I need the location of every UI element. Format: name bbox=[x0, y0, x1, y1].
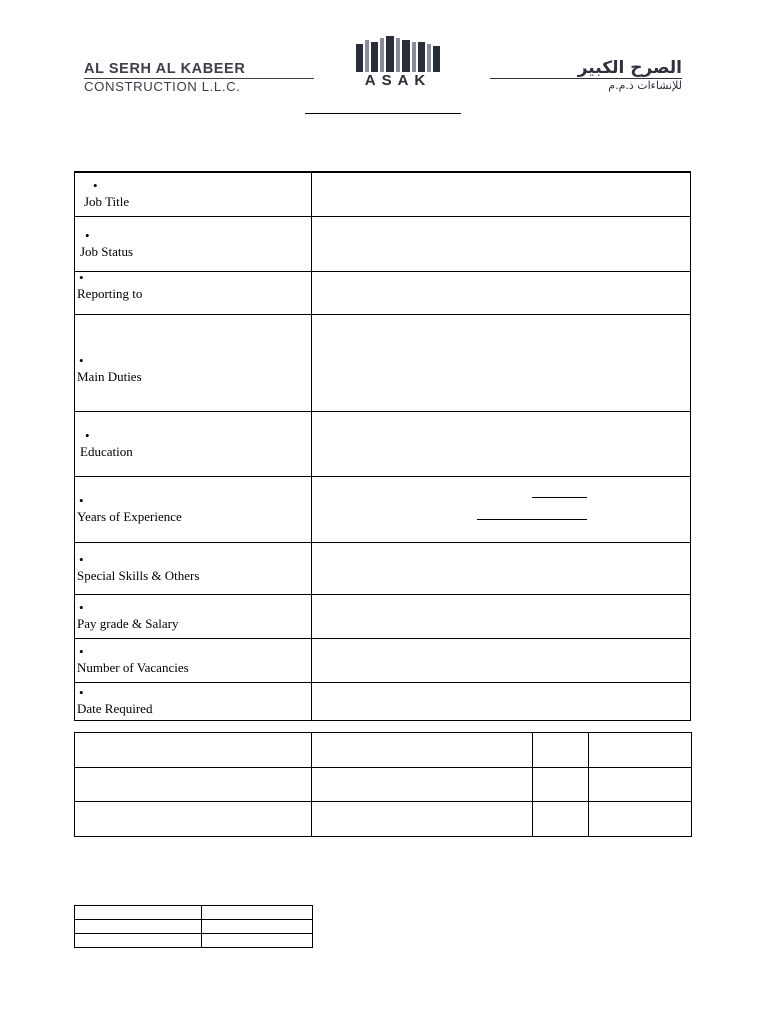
table-row bbox=[75, 476, 691, 542]
table-row bbox=[75, 411, 691, 476]
years-of-experience-label: Years of Experience bbox=[77, 509, 182, 524]
main-duties-field[interactable] bbox=[312, 314, 691, 411]
company-name-arabic bbox=[482, 58, 682, 92]
education-field[interactable] bbox=[312, 411, 691, 476]
grid-cell[interactable] bbox=[533, 733, 589, 768]
job-status-field[interactable] bbox=[312, 216, 691, 271]
grid-cell[interactable] bbox=[589, 768, 692, 802]
small-info-table bbox=[74, 905, 313, 948]
grid-cell[interactable] bbox=[202, 906, 313, 920]
years-of-experience-field[interactable] bbox=[312, 476, 691, 542]
table-row bbox=[75, 271, 691, 314]
field-label-cell: • Special Skills & Others bbox=[75, 542, 312, 594]
grid-cell[interactable] bbox=[312, 733, 533, 768]
field-label-cell: • Job Title bbox=[75, 172, 312, 216]
grid-cell[interactable] bbox=[533, 768, 589, 802]
field-label-cell: • Education bbox=[75, 411, 312, 476]
company-name-ar-line1: الصرح الكبير bbox=[577, 58, 682, 78]
table-row bbox=[75, 768, 692, 802]
experience-blank-line bbox=[532, 497, 587, 498]
field-label-cell: • Years of Experience bbox=[75, 476, 312, 542]
grid-cell[interactable] bbox=[75, 934, 202, 948]
grid-cell[interactable] bbox=[202, 934, 313, 948]
number-of-vacancies-field[interactable] bbox=[312, 638, 691, 682]
pay-grade-salary-field[interactable] bbox=[312, 594, 691, 638]
job-status-label: Job Status bbox=[80, 243, 134, 259]
table-row bbox=[75, 906, 313, 920]
special-skills-label: Special Skills & Others bbox=[77, 568, 200, 583]
table-row bbox=[75, 733, 692, 768]
table-row bbox=[75, 802, 692, 837]
table-row bbox=[75, 682, 691, 720]
field-label-cell: • Number of Vacancies bbox=[75, 638, 312, 682]
date-required-field[interactable] bbox=[312, 682, 691, 720]
experience-blank-line bbox=[477, 519, 587, 520]
field-label-cell: • Pay grade & Salary bbox=[75, 594, 312, 638]
table-row bbox=[75, 594, 691, 638]
grid-cell[interactable] bbox=[312, 768, 533, 802]
table-row bbox=[75, 638, 691, 682]
table-row bbox=[75, 314, 691, 411]
logo-text: ASAK bbox=[364, 72, 432, 89]
field-label-cell: • Date Required bbox=[75, 682, 312, 720]
grid-cell[interactable] bbox=[75, 920, 202, 934]
field-label-cell: • Main Duties bbox=[75, 314, 312, 411]
reporting-to-field[interactable] bbox=[312, 271, 691, 314]
grid-cell[interactable] bbox=[533, 802, 589, 837]
table-row bbox=[75, 542, 691, 594]
table-row bbox=[75, 216, 691, 271]
job-title-field[interactable] bbox=[312, 172, 691, 216]
job-requisition-table bbox=[74, 171, 691, 721]
special-skills-field[interactable] bbox=[312, 542, 691, 594]
grid-cell[interactable] bbox=[75, 802, 312, 837]
grid-cell[interactable] bbox=[589, 733, 692, 768]
grid-cell[interactable] bbox=[75, 906, 202, 920]
company-name-line1: AL SERH AL KABEER bbox=[84, 61, 246, 77]
table-row bbox=[75, 172, 691, 216]
grid-cell[interactable] bbox=[312, 802, 533, 837]
company-name-line2: CONSTRUCTION L.L.C. bbox=[84, 79, 241, 94]
job-title-label: Job Title bbox=[84, 194, 130, 210]
education-label: Education bbox=[80, 443, 133, 459]
reporting-to-label: Reporting to bbox=[77, 285, 143, 301]
company-name-ar-line2: للإنشاءات ذ.م.م bbox=[608, 79, 682, 92]
form-title-underline bbox=[305, 113, 461, 114]
main-duties-label: Main Duties bbox=[77, 368, 142, 384]
grid-cell[interactable] bbox=[589, 802, 692, 837]
field-label-cell: • Reporting to bbox=[75, 271, 312, 314]
number-of-vacancies-label: Number of Vacancies bbox=[77, 660, 189, 675]
approval-grid-table bbox=[74, 732, 692, 837]
field-label-cell: • Job Status bbox=[75, 216, 312, 271]
pay-grade-salary-label: Pay grade & Salary bbox=[77, 616, 179, 631]
table-row bbox=[75, 920, 313, 934]
grid-cell[interactable] bbox=[202, 920, 313, 934]
company-name-english bbox=[84, 62, 320, 94]
table-row bbox=[75, 934, 313, 948]
date-required-label: Date Required bbox=[77, 701, 153, 716]
grid-cell[interactable] bbox=[75, 768, 312, 802]
grid-cell[interactable] bbox=[75, 733, 312, 768]
